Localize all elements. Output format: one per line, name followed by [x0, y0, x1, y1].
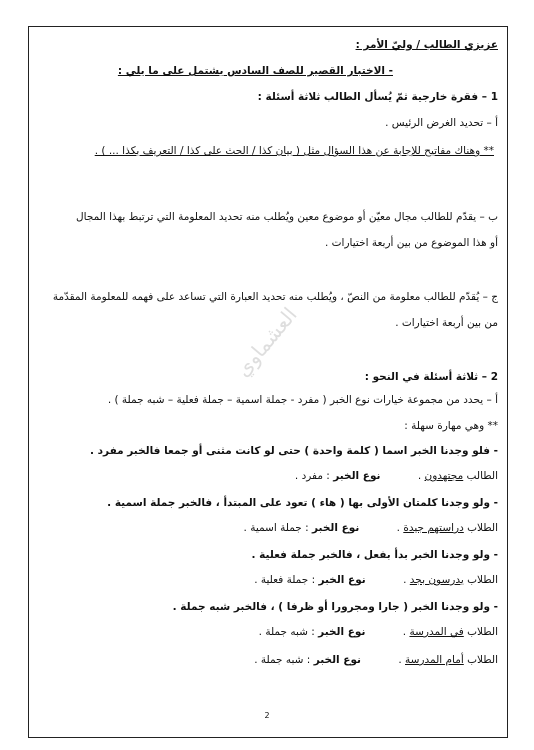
section1-item-c-line2: من بين أربعة اختيارات .: [395, 317, 498, 329]
example-row: الطلاب دراستهم جيدة . نوع الخبر : جملة اسمية .: [243, 522, 498, 534]
section2-item-a: أ – يحدد من مجموعة خيارات نوع الخبر ( مفرد - جملة اسمية – جملة فعلية – شبه جملة ) .: [107, 394, 498, 406]
exam-title: - الاختبار القصير للصف السادس يشتمل على ما يلي :: [117, 65, 393, 77]
example-row: الطلاب يدرسون بجد . نوع الخبر : جملة فعلية .: [254, 574, 498, 586]
predicate-type-label: نوع الخبر: [318, 626, 366, 638]
example-row: الطالب مجتهدون . نوع الخبر : مفرد .: [294, 470, 498, 482]
section1-item-c-line1: ج – يُقدّم للطالب معلومة من النصّ ، ويُطلب منه تحديد العبارة التي تساعد على فهمه للمعلومة المقدّمة: [52, 291, 498, 303]
section1-item-b-line2: أو هذا الموضوع من بين أربعة اختيارات .: [325, 237, 498, 249]
rule-3: - ولو وجدنا الخبر بدأ بفعل ، فالخبر جملة فعلية .: [251, 549, 498, 561]
example-predicate: يدرسون بجد: [409, 574, 464, 586]
example-predicate: أمام المدرسة: [405, 654, 464, 666]
section1-item-a-note: ** وهناك مفاتيح للإجابة عن هذا السؤال مثل ( بيان كذا / الحث على كذا / التعريف بكذا ... ) .: [94, 145, 494, 157]
example-predicate: في المدرسة: [409, 626, 464, 638]
rule-4: - ولو وجدنا الخبر ( جارا ومجرورا أو ظرفا ) ، فالخبر شبه جملة .: [172, 601, 498, 613]
section1-item-a: أ – تحديد الغرض الرئيس .: [385, 117, 498, 129]
watermark: العشماوي: [230, 302, 302, 382]
example-predicate: دراستهم جيدة: [403, 522, 464, 534]
example-row: الطلاب في المدرسة . نوع الخبر : شبه جملة .: [258, 626, 498, 638]
section1-item-b-line1: ب – يقدّم للطالب مجال معيّن أو موضوع معين ويُطلب منه تحديد المعلومة التي ترتبط بهذا المجال: [75, 211, 498, 223]
section2-item-a-note: ** وهي مهارة سهلة :: [404, 420, 498, 432]
salutation: عزيزي الطالب / وليّ الأمر :: [355, 39, 498, 51]
example-row: الطلاب أمام المدرسة . نوع الخبر : شبه جملة .: [254, 654, 498, 666]
predicate-type-label: نوع الخبر: [313, 654, 361, 666]
predicate-type-label: نوع الخبر: [333, 470, 381, 482]
page-number: 2: [264, 711, 270, 720]
predicate-type-label: نوع الخبر: [312, 522, 360, 534]
rule-2: - ولو وجدنا كلمتان الأولى بها ( هاء ) تعود على المبتدأ ، فالخبر جملة اسمية .: [107, 497, 498, 509]
rule-1: - فلو وجدنا الخبر اسما ( كلمة واحدة ) حتى لو كانت مثنى أو جمعا فالخبر مفرد .: [90, 445, 498, 457]
section2-heading: 2 – ثلاثة أسئلة في النحو :: [364, 371, 498, 383]
section1-heading: 1 – فقرة خارجية ثمّ يُسأل الطالب ثلاثة أسئلة :: [257, 91, 498, 103]
example-predicate: مجتهدون: [424, 470, 464, 482]
predicate-type-label: نوع الخبر: [318, 574, 366, 586]
